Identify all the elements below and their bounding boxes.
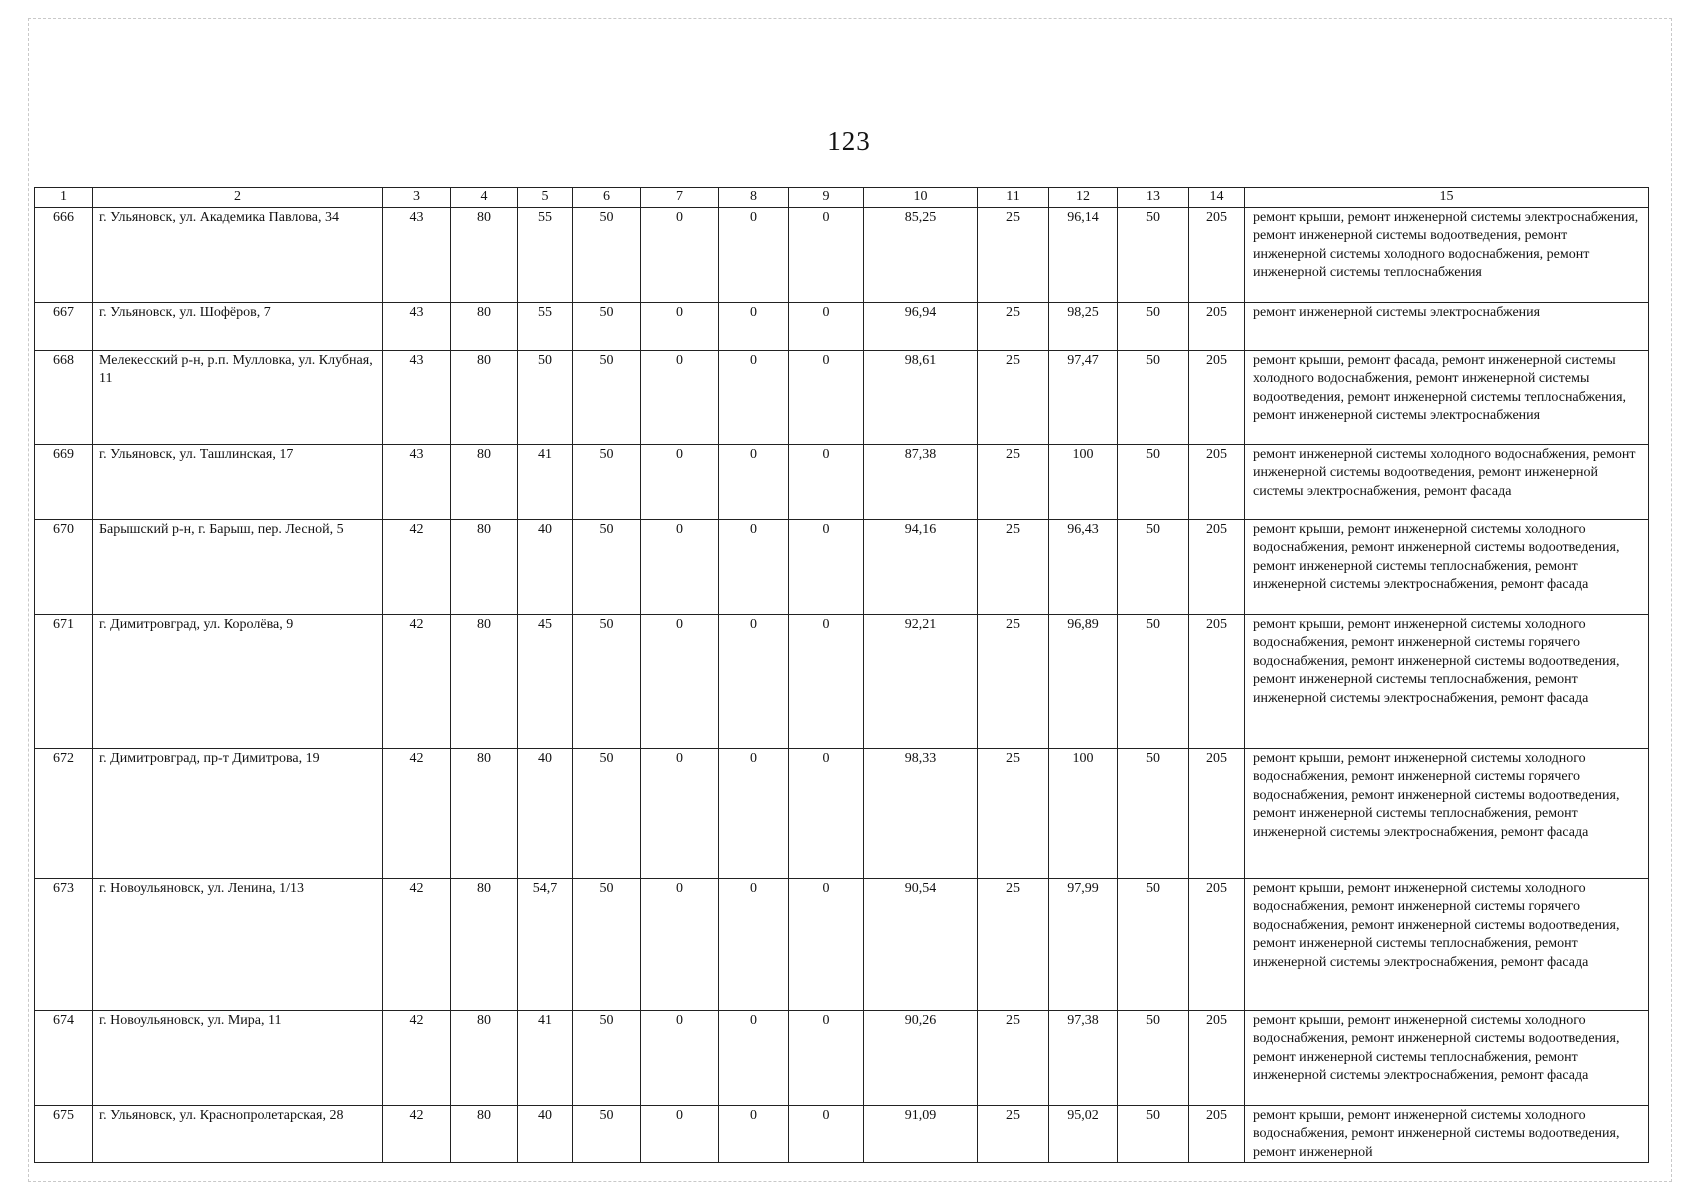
value-cell: 43 [383,444,451,519]
value-cell: 50 [1118,519,1189,614]
value-cell: 50 [1118,1105,1189,1163]
table-row [35,350,1649,444]
value-cell: 205 [1189,519,1245,614]
column-header: 8 [719,188,789,208]
value-cell: 42 [383,519,451,614]
value-cell: 0 [719,1105,789,1163]
address-cell: Барышский р-н, г. Барыш, пер. Лесной, 5 [93,519,383,614]
value-cell: 0 [719,1010,789,1105]
value-cell: 0 [789,1105,864,1163]
value-cell: 95,02 [1049,1105,1118,1163]
value-cell: 0 [641,519,719,614]
works-cell: ремонт крыши, ремонт инженерной системы холодного водоснабжения, ремонт инженерной системы горячего водоснабжения, ремонт инженерной системы водоотведения, ремонт инженерной системы теплоснабжения, ремонт инженерной системы электроснабжения, ремонт фасада [1245,878,1649,1010]
value-cell: 50 [518,350,573,444]
column-header: 5 [518,188,573,208]
address-cell: г. Ульяновск, ул. Шофёров, 7 [93,302,383,350]
value-cell: 55 [518,207,573,302]
column-header: 13 [1118,188,1189,208]
repair-table [34,187,1649,1163]
value-cell: 80 [451,350,518,444]
value-cell: 0 [789,444,864,519]
value-cell: 205 [1189,207,1245,302]
value-cell: 205 [1189,444,1245,519]
value-cell: 96,43 [1049,519,1118,614]
works-cell: ремонт инженерной системы холодного водоснабжения, ремонт инженерной системы водоотведения, ремонт инженерной системы электроснабжения, ремонт фасада [1245,444,1649,519]
row-number: 673 [35,878,93,1010]
value-cell: 96,14 [1049,207,1118,302]
value-cell: 50 [1118,614,1189,748]
value-cell: 40 [518,748,573,878]
value-cell: 0 [789,207,864,302]
row-number: 674 [35,1010,93,1105]
value-cell: 43 [383,350,451,444]
value-cell: 54,7 [518,878,573,1010]
value-cell: 42 [383,1010,451,1105]
table-row [35,302,1649,350]
address-cell: г. Ульяновск, ул. Ташлинская, 17 [93,444,383,519]
value-cell: 205 [1189,302,1245,350]
column-header: 15 [1245,188,1649,208]
value-cell: 42 [383,878,451,1010]
table-row [35,878,1649,1010]
value-cell: 25 [978,878,1049,1010]
works-cell: ремонт инженерной системы электроснабжения [1245,302,1649,350]
value-cell: 97,47 [1049,350,1118,444]
table-row [35,614,1649,748]
value-cell: 0 [719,748,789,878]
works-cell: ремонт крыши, ремонт фасада, ремонт инженерной системы холодного водоснабжения, ремонт инженерной системы водоотведения, ремонт инженерной системы теплоснабжения, ремонт инженерной системы электроснабжения [1245,350,1649,444]
address-cell: г. Ульяновск, ул. Краснопролетарская, 28 [93,1105,383,1163]
value-cell: 50 [573,1105,641,1163]
value-cell: 42 [383,614,451,748]
address-cell: г. Димитровград, пр-т Димитрова, 19 [93,748,383,878]
address-cell: г. Ульяновск, ул. Академика Павлова, 34 [93,207,383,302]
value-cell: 50 [573,302,641,350]
value-cell: 50 [573,444,641,519]
table-row [35,1010,1649,1105]
address-cell: Мелекесский р-н, р.п. Мулловка, ул. Клубная, 11 [93,350,383,444]
column-header: 7 [641,188,719,208]
value-cell: 25 [978,614,1049,748]
value-cell: 40 [518,519,573,614]
value-cell: 0 [641,1105,719,1163]
value-cell: 0 [719,878,789,1010]
value-cell: 96,89 [1049,614,1118,748]
value-cell: 50 [573,748,641,878]
value-cell: 50 [1118,302,1189,350]
value-cell: 0 [719,614,789,748]
works-cell: ремонт крыши, ремонт инженерной системы холодного водоснабжения, ремонт инженерной системы водоотведения, ремонт инженерной системы теплоснабжения, ремонт инженерной системы электроснабжения, ремонт фасада [1245,519,1649,614]
value-cell: 98,33 [864,748,978,878]
value-cell: 87,38 [864,444,978,519]
value-cell: 0 [641,614,719,748]
row-number: 669 [35,444,93,519]
value-cell: 100 [1049,444,1118,519]
value-cell: 25 [978,1010,1049,1105]
value-cell: 91,09 [864,1105,978,1163]
value-cell: 25 [978,748,1049,878]
value-cell: 80 [451,878,518,1010]
value-cell: 50 [1118,748,1189,878]
table-row [35,519,1649,614]
table-row [35,207,1649,302]
value-cell: 42 [383,748,451,878]
table-row [35,1105,1649,1163]
row-number: 666 [35,207,93,302]
address-cell: г. Новоульяновск, ул. Мира, 11 [93,1010,383,1105]
value-cell: 43 [383,302,451,350]
value-cell: 0 [789,1010,864,1105]
address-cell: г. Новоульяновск, ул. Ленина, 1/13 [93,878,383,1010]
page-number: 123 [827,126,871,156]
value-cell: 0 [641,302,719,350]
table-row [35,748,1649,878]
row-number: 670 [35,519,93,614]
value-cell: 0 [641,1010,719,1105]
value-cell: 50 [573,519,641,614]
value-cell: 98,25 [1049,302,1118,350]
works-cell: ремонт крыши, ремонт инженерной системы холодного водоснабжения, ремонт инженерной системы водоотведения, ремонт инженерной [1245,1105,1649,1163]
value-cell: 0 [719,302,789,350]
value-cell: 50 [573,207,641,302]
value-cell: 50 [573,614,641,748]
table-row [35,444,1649,519]
value-cell: 0 [719,207,789,302]
value-cell: 0 [789,878,864,1010]
column-header: 11 [978,188,1049,208]
column-header: 9 [789,188,864,208]
value-cell: 205 [1189,350,1245,444]
value-cell: 205 [1189,1010,1245,1105]
value-cell: 0 [719,350,789,444]
value-cell: 25 [978,1105,1049,1163]
value-cell: 0 [719,519,789,614]
value-cell: 80 [451,444,518,519]
row-number: 668 [35,350,93,444]
value-cell: 25 [978,207,1049,302]
value-cell: 0 [641,878,719,1010]
value-cell: 0 [789,350,864,444]
column-header: 14 [1189,188,1245,208]
value-cell: 50 [573,1010,641,1105]
value-cell: 50 [1118,878,1189,1010]
value-cell: 0 [789,614,864,748]
value-cell: 205 [1189,1105,1245,1163]
value-cell: 0 [641,748,719,878]
value-cell: 41 [518,444,573,519]
value-cell: 25 [978,302,1049,350]
value-cell: 0 [789,519,864,614]
value-cell: 100 [1049,748,1118,878]
column-header: 2 [93,188,383,208]
value-cell: 205 [1189,748,1245,878]
row-number: 671 [35,614,93,748]
value-cell: 0 [789,748,864,878]
column-header: 6 [573,188,641,208]
value-cell: 97,99 [1049,878,1118,1010]
value-cell: 94,16 [864,519,978,614]
column-header: 10 [864,188,978,208]
value-cell: 80 [451,519,518,614]
value-cell: 96,94 [864,302,978,350]
value-cell: 0 [641,207,719,302]
column-header: 12 [1049,188,1118,208]
value-cell: 40 [518,1105,573,1163]
works-cell: ремонт крыши, ремонт инженерной системы холодного водоснабжения, ремонт инженерной системы горячего водоснабжения, ремонт инженерной системы водоотведения, ремонт инженерной системы теплоснабжения, ремонт инженерной системы электроснабжения, ремонт фасада [1245,748,1649,878]
value-cell: 80 [451,207,518,302]
value-cell: 205 [1189,878,1245,1010]
value-cell: 50 [573,878,641,1010]
value-cell: 42 [383,1105,451,1163]
value-cell: 80 [451,1105,518,1163]
value-cell: 45 [518,614,573,748]
value-cell: 50 [1118,444,1189,519]
column-header: 3 [383,188,451,208]
value-cell: 0 [789,302,864,350]
value-cell: 80 [451,748,518,878]
value-cell: 50 [1118,1010,1189,1105]
value-cell: 90,26 [864,1010,978,1105]
value-cell: 50 [1118,350,1189,444]
header-row [35,188,1649,208]
value-cell: 50 [573,350,641,444]
value-cell: 41 [518,1010,573,1105]
value-cell: 25 [978,444,1049,519]
value-cell: 43 [383,207,451,302]
works-cell: ремонт крыши, ремонт инженерной системы холодного водоснабжения, ремонт инженерной системы горячего водоснабжения, ремонт инженерной системы водоотведения, ремонт инженерной системы теплоснабжения, ремонт инженерной системы электроснабжения, ремонт фасада [1245,614,1649,748]
works-cell: ремонт крыши, ремонт инженерной системы электроснабжения, ремонт инженерной системы водоотведения, ремонт инженерной системы холодного водоснабжения, ремонт инженерной системы теплоснабжения [1245,207,1649,302]
value-cell: 80 [451,1010,518,1105]
works-cell: ремонт крыши, ремонт инженерной системы холодного водоснабжения, ремонт инженерной системы водоотведения, ремонт инженерной системы теплоснабжения, ремонт инженерной системы электроснабжения, ремонт фасада [1245,1010,1649,1105]
value-cell: 98,61 [864,350,978,444]
value-cell: 25 [978,519,1049,614]
value-cell: 0 [641,444,719,519]
column-header: 1 [35,188,93,208]
value-cell: 50 [1118,207,1189,302]
value-cell: 97,38 [1049,1010,1118,1105]
row-number: 672 [35,748,93,878]
value-cell: 92,21 [864,614,978,748]
value-cell: 80 [451,302,518,350]
value-cell: 90,54 [864,878,978,1010]
column-header: 4 [451,188,518,208]
address-cell: г. Димитровград, ул. Королёва, 9 [93,614,383,748]
row-number: 667 [35,302,93,350]
row-number: 675 [35,1105,93,1163]
value-cell: 205 [1189,614,1245,748]
value-cell: 0 [641,350,719,444]
value-cell: 55 [518,302,573,350]
value-cell: 25 [978,350,1049,444]
value-cell: 85,25 [864,207,978,302]
value-cell: 80 [451,614,518,748]
value-cell: 0 [719,444,789,519]
